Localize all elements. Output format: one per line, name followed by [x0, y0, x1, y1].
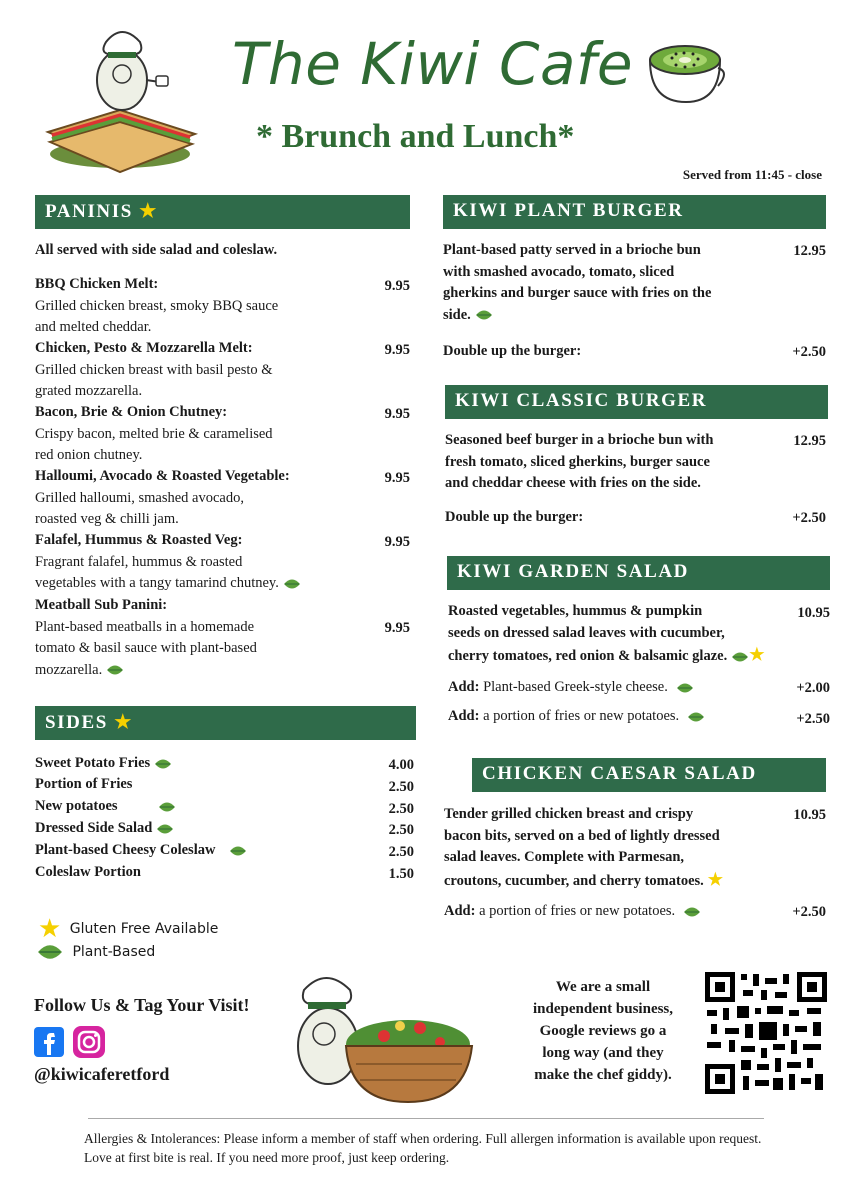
- social-handle[interactable]: @kiwicaferetford: [34, 1064, 170, 1084]
- item-name: New potatoes: [35, 798, 118, 814]
- desc-line: with smashed avocado, tomato, sliced: [443, 263, 675, 280]
- desc-line: and cheddar cheese with fries on the side.: [445, 475, 701, 491]
- item-desc: grated mozzarella.: [35, 383, 143, 399]
- list-item: [35, 862, 141, 884]
- list-item: [35, 338, 365, 403]
- item-desc: Plant-based meatballs in a homemade: [35, 618, 255, 635]
- add-text: Plant-based Greek-style cheese.: [483, 679, 668, 695]
- allergy-notice: Allergies & Intolerances: Please inform a member of staff when ordering. Full allergen information is available upon request. Love at first bite is real. If you need more proof, just keep ordering.: [84, 1131, 762, 1165]
- sides-heading: [35, 706, 416, 740]
- add-text: a portion of fries or new potatoes.: [479, 903, 676, 919]
- classic-burger-double-label: Double up the burger:: [445, 509, 584, 525]
- item-desc: mozzarella.: [35, 661, 103, 678]
- item-name: Sweet Potato Fries: [35, 755, 151, 771]
- item-name: Coleslaw Portion: [35, 864, 141, 880]
- item-price: 9.95: [384, 470, 410, 486]
- sides-heading-label: SIDES: [45, 712, 108, 733]
- plant-based-leaf-icon: [36, 943, 64, 961]
- item-name: Meatball Sub Panini:: [35, 597, 168, 613]
- garden-salad-add2-price: +2.50: [796, 711, 830, 727]
- caesar-salad-price: 10.95: [793, 807, 826, 823]
- item-name: Falafel, Hummus & Roasted Veg:: [35, 532, 243, 548]
- desc-line: cherry tomatoes, red onion & balsamic glaze.: [448, 648, 728, 664]
- plant-based-leaf-icon: [156, 823, 174, 835]
- item-price: 9.95: [384, 342, 410, 358]
- plant-burger-heading: KIWI PLANT BURGER: [443, 195, 826, 229]
- facebook-icon[interactable]: [34, 1027, 64, 1057]
- legend-plant-based: [36, 943, 155, 961]
- classic-burger-heading: KIWI CLASSIC BURGER: [445, 385, 828, 419]
- desc-line: Tender grilled chicken breast and crispy: [444, 806, 694, 822]
- list-item: [35, 274, 365, 339]
- gluten-free-star-icon: ★: [38, 914, 62, 944]
- garden-salad-add1-price: +2.00: [796, 680, 830, 696]
- desc-line: croutons, cucumber, and cherry tomatoes.: [444, 872, 704, 889]
- item-price: 9.95: [384, 406, 410, 422]
- message-line: make the chef giddy).: [534, 1067, 672, 1083]
- garden-salad-desc: [448, 601, 808, 668]
- plant-based-leaf-icon: [687, 711, 705, 723]
- list-item: [35, 595, 365, 681]
- classic-burger-double-price: +2.50: [792, 510, 826, 526]
- add-label: Add:: [444, 903, 476, 919]
- list-item: [35, 818, 174, 840]
- item-price: 9.95: [384, 620, 410, 636]
- list-item: [35, 530, 380, 595]
- list-item: [35, 796, 176, 818]
- desc-line: bacon bits, served on a bed of lightly dressed: [444, 827, 720, 844]
- item-desc: and melted cheddar.: [35, 319, 152, 335]
- paninis-heading-label: PANINIS: [45, 201, 133, 222]
- garden-salad-heading: KIWI GARDEN SALAD: [447, 556, 830, 590]
- paninis-intro: All served with side salad and coleslaw.: [35, 242, 278, 258]
- list-item: [35, 840, 247, 862]
- plant-based-leaf-icon: [229, 845, 247, 857]
- item-name: Bacon, Brie & Onion Chutney:: [35, 404, 228, 420]
- serving-time: Served from 11:45 - close: [682, 167, 822, 182]
- plant-burger-desc: [443, 240, 773, 326]
- item-price: 9.95: [384, 534, 410, 550]
- caesar-salad-desc: [444, 804, 784, 892]
- list-item: [35, 402, 365, 467]
- caesar-salad-heading: CHICKEN CAESAR SALAD: [472, 758, 826, 792]
- item-name: Halloumi, Avocado & Roasted Vegetable:: [35, 468, 290, 484]
- desc-line: Roasted vegetables, hummus & pumpkin: [448, 603, 703, 619]
- list-item: [35, 774, 132, 796]
- item-desc: red onion chutney.: [35, 447, 143, 463]
- desc-line: seeds on dressed salad leaves with cucumber,: [448, 624, 725, 641]
- item-desc: Grilled halloumi, smashed avocado,: [35, 489, 244, 506]
- plant-based-leaf-icon: [683, 906, 701, 918]
- item-price: 4.00: [388, 757, 414, 773]
- item-name: Dressed Side Salad: [35, 820, 153, 836]
- kiwi-cup-illustration: [646, 42, 730, 104]
- item-desc: roasted veg & chilli jam.: [35, 511, 179, 527]
- item-price: 9.95: [384, 278, 410, 294]
- item-price: 1.50: [388, 866, 414, 882]
- garden-salad-add1: [448, 677, 694, 699]
- google-review-message: [505, 976, 701, 1086]
- garden-salad-price: 10.95: [797, 605, 830, 621]
- item-desc: Crispy bacon, melted brie & caramelised: [35, 425, 273, 442]
- legend-label: Gluten Free Available: [69, 921, 219, 937]
- plant-burger-double-label: Double up the burger:: [443, 343, 582, 359]
- desc-line: salad leaves. Complete with Parmesan,: [444, 849, 685, 865]
- plant-based-leaf-icon: [106, 664, 124, 676]
- plant-based-leaf-icon: [283, 578, 301, 590]
- desc-line: Plant-based patty served in a brioche bun: [443, 242, 701, 258]
- chef-sandwich-illustration: [40, 22, 200, 178]
- item-price: 2.50: [388, 822, 414, 838]
- message-line: long way (and they: [542, 1045, 664, 1061]
- gluten-free-star-icon: ★: [114, 712, 133, 733]
- social-icons: [34, 1026, 105, 1058]
- plant-based-leaf-icon: [676, 682, 694, 694]
- gluten-free-star-icon: ★: [707, 869, 724, 889]
- instagram-icon[interactable]: [73, 1026, 105, 1058]
- legend-gluten-free: [38, 914, 218, 944]
- item-price: 2.50: [388, 801, 414, 817]
- list-item: [35, 753, 172, 775]
- plant-based-leaf-icon: [731, 651, 749, 663]
- message-line: independent business,: [532, 1001, 674, 1017]
- add-text: a portion of fries or new potatoes.: [483, 708, 680, 724]
- item-desc: Grilled chicken breast, smoky BBQ sauce: [35, 297, 279, 314]
- list-item: [35, 466, 365, 531]
- menu-subtitle: * Brunch and Lunch*: [256, 118, 575, 155]
- item-name: Portion of Fries: [35, 776, 133, 792]
- plant-burger-double-price: +2.50: [792, 344, 826, 360]
- classic-burger-price: 12.95: [793, 433, 826, 449]
- follow-us-heading: Follow Us & Tag Your Visit!: [34, 995, 250, 1015]
- qr-code-icon[interactable]: [703, 970, 829, 1096]
- legend-label: Plant-Based: [72, 944, 156, 960]
- desc-line: side.: [443, 306, 471, 323]
- gluten-free-star-icon: ★: [749, 645, 765, 664]
- plant-based-leaf-icon: [154, 758, 172, 770]
- plant-burger-price: 12.95: [793, 243, 826, 259]
- add-label: Add:: [448, 708, 480, 724]
- paninis-heading: [35, 195, 410, 229]
- plant-based-leaf-icon: [158, 801, 176, 813]
- caesar-salad-add-price: +2.50: [792, 904, 826, 920]
- garden-salad-add2: [448, 706, 705, 728]
- item-desc: Grilled chicken breast with basil pesto &: [35, 361, 273, 378]
- footer-divider: [88, 1118, 764, 1119]
- item-name: Plant-based Cheesy Coleslaw: [35, 842, 216, 858]
- plant-based-leaf-icon: [475, 309, 493, 321]
- item-price: 2.50: [388, 779, 414, 795]
- desc-line: fresh tomato, sliced gherkins, burger sauce: [445, 453, 710, 470]
- item-price: 2.50: [388, 844, 414, 860]
- classic-burger-desc: [445, 430, 775, 495]
- desc-line: Seasoned beef burger in a brioche bun with: [445, 432, 714, 448]
- chef-salad-bowl-illustration: [280, 968, 480, 1110]
- gluten-free-star-icon: ★: [139, 201, 158, 222]
- item-name: Chicken, Pesto & Mozzarella Melt:: [35, 340, 253, 356]
- message-line: We are a small: [555, 979, 651, 995]
- message-line: Google reviews go a: [539, 1023, 667, 1039]
- cafe-title: The Kiwi Cafe: [232, 30, 634, 98]
- add-label: Add:: [448, 679, 480, 695]
- desc-line: gherkins and burger sauce with fries on the: [443, 285, 712, 301]
- item-name: BBQ Chicken Melt:: [35, 276, 159, 292]
- item-desc: vegetables with a tangy tamarind chutney.: [35, 575, 279, 591]
- item-desc: Fragrant falafel, hummus & roasted: [35, 553, 243, 570]
- caesar-salad-add: [444, 901, 701, 923]
- item-desc: tomato & basil sauce with plant-based: [35, 640, 257, 656]
